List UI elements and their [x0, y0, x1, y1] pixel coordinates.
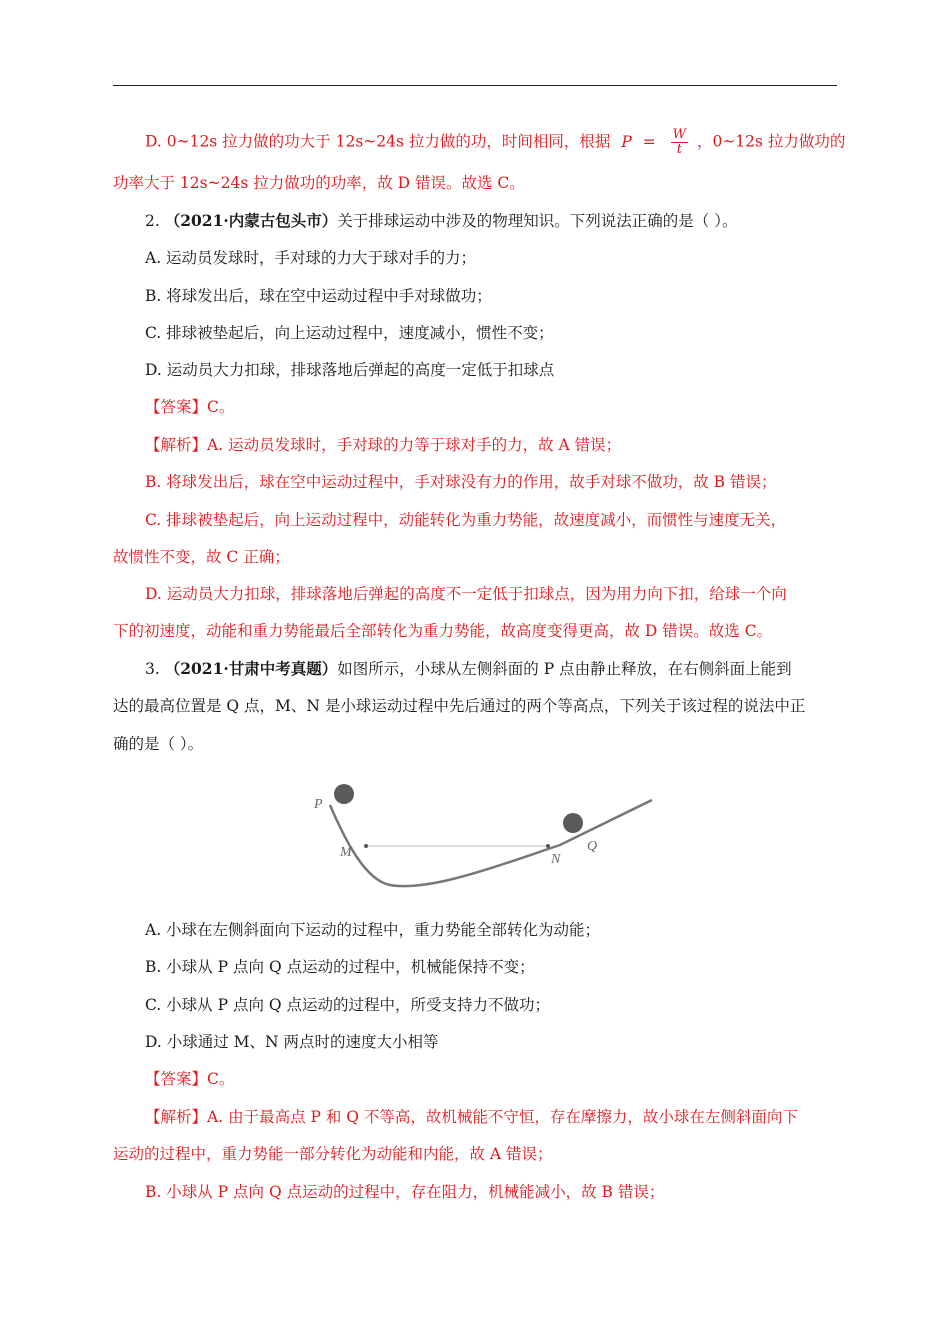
formula-denominator: t — [676, 142, 682, 157]
q3-analysis-b: B. 小球从 P 点向 Q 点运动的过程中，存在阻力，机械能减小，故 B 错误； — [145, 1183, 665, 1201]
q2-analysis-d2: 下的初速度，动能和重力势能最后全部转化为重力势能，故高度变得更高，故 D 错误。故选 C。 — [113, 622, 773, 640]
incline-figure — [300, 770, 670, 905]
q2-stem-text: 关于排球运动中涉及的物理知识。下列说法正确的是（ ）。 — [337, 212, 738, 230]
q3-analysis-a2: 运动的过程中，重力势能一部分转化为动能和内能，故 A 错误； — [113, 1145, 553, 1163]
q2-option-b: B. 将球发出后，球在空中运动过程中手对球做功； — [145, 287, 492, 305]
point-m — [364, 844, 368, 848]
header-rule — [113, 85, 837, 86]
point-n — [546, 844, 550, 848]
formula-eq: = — [642, 132, 656, 151]
q2-answer — [145, 397, 837, 417]
q2-option-a: A. 运动员发球时，手对球的力大于球对手的力； — [145, 249, 477, 267]
q2-analysis-a: A. 运动员发球时，手对球的力等于球对手的力，故 A 错误； — [207, 436, 622, 454]
q1-d-text-a: D. 0~12s 拉力做的功大于 12s~24s 拉力做的功，时间相同，根据 — [145, 132, 611, 151]
label-p: P — [314, 797, 323, 812]
q3-stem-line-1 — [145, 659, 837, 679]
q2-answer-label: 【答案】 — [145, 398, 208, 416]
q2-source: （2021·内蒙古包头市） — [164, 211, 338, 230]
q2-number: 2. — [145, 212, 160, 230]
q2-analysis-c2: 故惯性不变，故 C 正确； — [113, 548, 290, 566]
q3-stem-text-1: 如图所示，小球从左侧斜面的 P 点由静止释放，在右侧斜面上能到 — [337, 660, 792, 678]
formula-fraction — [671, 128, 688, 157]
q3-stem-line-2: 达的最高位置是 Q 点，M、N 是小球运动过程中先后通过的两个等高点，下列关于该过程的说法中正 — [113, 697, 806, 715]
label-m: M — [340, 845, 352, 860]
q1-option-d-line2: 功率大于 12s~24s 拉力做功的功率，故 D 错误。故选 C。 — [113, 174, 525, 192]
q2-answer-value: C。 — [207, 398, 235, 416]
q2-analysis-c1: C. 排球被垫起后，向上运动过程中，动能转化为重力势能，故速度减小，而惯性与速度无关， — [145, 511, 787, 529]
formula-lhs: P — [621, 132, 632, 151]
label-q: Q — [587, 839, 598, 854]
q3-stem-line-3: 确的是（ ）。 — [113, 735, 204, 753]
track-curve — [330, 800, 652, 886]
label-n: N — [551, 852, 561, 867]
q3-analysis-line-1 — [145, 1107, 837, 1127]
q3-option-d: D. 小球通过 M、N 两点时的速度大小相等 — [145, 1033, 439, 1051]
q3-source: （2021·甘肃中考真题） — [164, 659, 338, 678]
q2-option-d: D. 运动员大力扣球，排球落地后弹起的高度一定低于扣球点 — [145, 361, 555, 379]
formula-numerator: W — [672, 127, 687, 142]
q2-analysis-d1: D. 运动员大力扣球，排球落地后弹起的高度不一定低于扣球点，因为用力向下扣，给球一个向 — [145, 585, 787, 603]
q2-stem — [145, 211, 837, 231]
q2-analysis-b: B. 将球发出后，球在空中运动过程中，手对球没有力的作用，故手对球不做功，故 B 错误； — [145, 473, 777, 491]
q2-option-c: C. 排球被垫起后，向上运动过程中，速度减小，惯性不变； — [145, 324, 554, 342]
q2-analysis-line-1 — [145, 435, 837, 455]
q2-analysis-label: 【解析】 — [145, 436, 208, 454]
ball-at-q — [563, 813, 583, 833]
q3-option-a: A. 小球在左侧斜面向下运动的过程中，重力势能全部转化为动能； — [145, 921, 601, 939]
ball-at-p — [334, 784, 354, 804]
q3-answer-label: 【答案】 — [145, 1070, 208, 1088]
q3-analysis-label: 【解析】 — [145, 1108, 208, 1126]
q3-answer-value: C。 — [207, 1070, 235, 1088]
q1-option-d-line1 — [145, 127, 846, 157]
q3-number: 3. — [145, 660, 160, 678]
q3-analysis-a1: A. 由于最高点 P 和 Q 不等高，故机械能不守恒，存在摩擦力，故小球在左侧斜面向下 — [207, 1108, 798, 1126]
q3-option-c: C. 小球从 P 点向 Q 点运动的过程中，所受支持力不做功； — [145, 996, 551, 1014]
q3-answer — [145, 1069, 837, 1089]
q3-option-b: B. 小球从 P 点向 Q 点运动的过程中，机械能保持不变； — [145, 958, 535, 976]
q1-d-text-b: ，0~12s 拉力做功的 — [696, 132, 846, 151]
